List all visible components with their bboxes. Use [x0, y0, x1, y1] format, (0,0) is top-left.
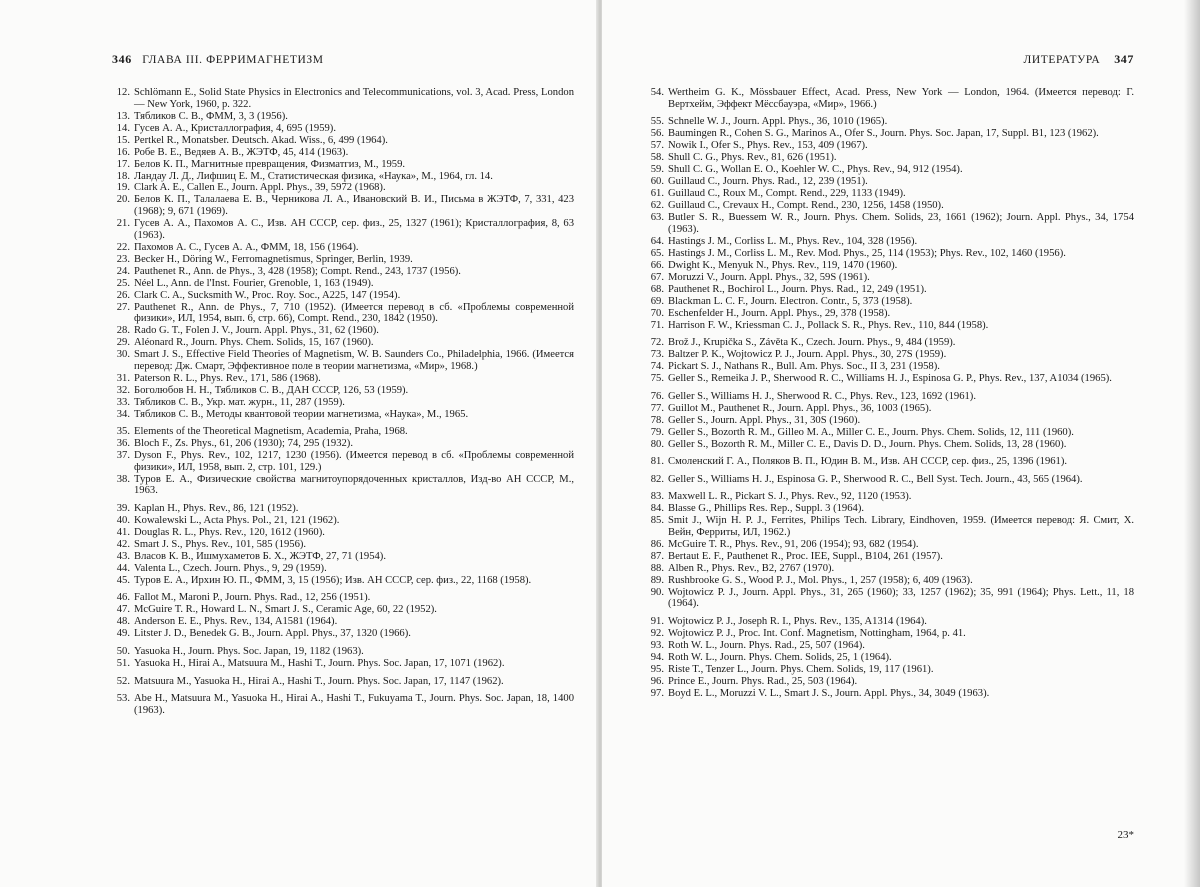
reference-number: 29.: [116, 337, 130, 349]
reference-entry: [112, 474, 574, 497]
reference-text: Paterson R. L., Phys. Rev., 171, 586 (1968).: [134, 372, 321, 384]
reference-entry: [646, 349, 1134, 361]
reference-number: 31.: [116, 372, 130, 384]
reference-entry: [112, 563, 574, 575]
reference-number: 50.: [116, 646, 130, 657]
reference-text: Pauthenet R., Ann. de Phys., 7, 710 (1952). (Имеется перевод в сб. «Проблемы современной физики», ИЛ, 1954, вып. 6, стр. 66), Compt. Rend., 230, 1842 (1950).: [134, 301, 574, 325]
reference-number: 33.: [116, 396, 130, 408]
reference-text: Wertheim G. K., Mössbauer Effect, Acad. Press, New York — London, 1964. (Имеется перевод: Г. Вертхейм, Эффект Мёссбауэра, «Мир», 1966.): [668, 87, 1134, 110]
reference-text: Guillot M., Pauthenet R., Journ. Appl. Phys., 36, 1003 (1965).: [668, 402, 932, 414]
reference-text: Clark A. E., Callen E., Journ. Appl. Phys., 39, 5972 (1968).: [134, 182, 386, 194]
reference-number: 83.: [650, 491, 664, 503]
reference-entry: [112, 182, 574, 194]
reference-entry: [646, 164, 1134, 176]
reference-entry: [112, 515, 574, 527]
reference-text: Ландау Л. Д., Лифшиц Е. М., Статистическая физика, «Наука», М., 1964, гл. 14.: [134, 170, 493, 182]
reference-text: Geller S., Bozorth R. M., Gilleo M. A., Miller C. E., Journ. Phys. Chem. Solids, 12, 111 (1960).: [668, 426, 1074, 438]
reference-entry: [112, 450, 574, 473]
reference-number: 62.: [650, 200, 664, 212]
reference-number: 23.: [116, 253, 130, 265]
reference-entry: [646, 176, 1134, 188]
reference-text: Pickart S. J., Nathans R., Bull. Am. Phys. Soc., II 3, 231 (1958).: [668, 361, 940, 373]
reference-number: 51.: [116, 657, 130, 669]
reference-text: Baltzer P. K., Wojtowicz P. J., Journ. Appl. Phys., 30, 27S (1959).: [668, 349, 947, 361]
left-reference-list: [112, 87, 574, 716]
reference-number: 17.: [116, 158, 130, 170]
reference-number: 91.: [650, 616, 664, 628]
reference-entry: [112, 397, 574, 409]
reference-text: Rado G. T., Folen J. V., Journ. Appl. Phys., 31, 62 (1960).: [134, 325, 379, 337]
reference-entry: [646, 539, 1134, 551]
reference-number: 16.: [116, 146, 130, 158]
reference-entry: [646, 688, 1134, 700]
reference-entry: [646, 373, 1134, 385]
reference-text: Shull C. G., Phys. Rev., 81, 626 (1951).: [668, 152, 837, 164]
right-page: [602, 0, 1200, 887]
reference-entry: [646, 652, 1134, 664]
reference-number: 94.: [650, 652, 664, 664]
reference-entry: [112, 218, 574, 241]
reference-entry: [646, 616, 1134, 628]
reference-text: Blackman L. C. F., Journ. Electron. Contr., 5, 373 (1958).: [668, 295, 913, 307]
reference-entry: [646, 87, 1134, 110]
reference-number: 48.: [116, 616, 130, 628]
reference-text: Guillaud C., Crevaux H., Compt. Rend., 230, 1256, 1458 (1950).: [668, 200, 944, 212]
reference-number: 88.: [650, 562, 664, 574]
reference-number: 13.: [116, 110, 130, 122]
left-chapter-title: ГЛАВА III. ФЕРРИМАГНЕТИЗМ: [142, 54, 324, 66]
reference-text: Riste T., Tenzer L., Journ. Phys. Chem. Solids, 19, 117 (1961).: [668, 664, 934, 675]
signature-folio: 23*: [1117, 829, 1134, 841]
reference-entry: [112, 111, 574, 123]
reference-entry: [646, 188, 1134, 200]
reference-text: Elements of the Theoretical Magnetism, Academia, Praha, 1968.: [134, 426, 408, 438]
reference-entry: [112, 254, 574, 266]
reference-text: Smart J. S., Effective Field Theories of Magnetism, W. B. Saunders Co., Philadelphia, 1966. (Имеется перевод: Дж. Смарт, Эффективное поле в теории магнетизма, «Мир», 1968.): [134, 349, 574, 372]
reference-number: 81.: [650, 456, 664, 468]
reference-number: 36.: [116, 438, 130, 450]
reference-text: Shull C. G., Wollan E. O., Koehler W. C., Phys. Rev., 94, 912 (1954).: [668, 164, 963, 176]
reference-number: 22.: [116, 241, 130, 253]
reference-number: 69.: [650, 295, 664, 307]
reference-number: 37.: [116, 450, 130, 462]
reference-number: 72.: [650, 337, 664, 349]
reference-number: 30.: [116, 349, 130, 361]
reference-entry: [646, 152, 1134, 164]
reference-text: Тябликов С. В., ФММ, 3, 3 (1956).: [134, 110, 288, 122]
reference-entry: [646, 116, 1134, 128]
reference-text: Smit J., Wijn H. P. J., Ferrites, Philips Tech. Library, Eindhoven, 1959. (Имеется перевод: Я. Смит, Х. Вейн, Ферриты, ИЛ, 1962.): [668, 515, 1134, 538]
reference-entry: [112, 676, 574, 688]
reference-number: 40.: [116, 514, 130, 526]
reference-number: 12.: [116, 87, 130, 98]
reference-number: 32.: [116, 384, 130, 396]
reference-number: 47.: [116, 604, 130, 616]
reference-text: Geller S., Williams H. J., Espinosa G. P., Sherwood R. C., Bell Syst. Tech. Journ., 43, 565 (1964).: [668, 473, 1083, 485]
reference-number: 53.: [116, 693, 130, 705]
reference-text: Boyd E. L., Moruzzi V. L., Smart J. S., Journ. Appl. Phys., 34, 3049 (1963).: [668, 687, 990, 699]
reference-number: 60.: [650, 176, 664, 188]
reference-text: Пахомов А. С., Гусев А. А., ФММ, 18, 156 (1964).: [134, 241, 359, 253]
reference-text: Pauthenet R., Ann. de Phys., 3, 428 (1958); Compt. Rend., 243, 1737 (1956).: [134, 265, 461, 277]
reference-text: Geller S., Williams H. J., Sherwood R. C., Phys. Rev., 123, 1692 (1961).: [668, 390, 976, 402]
reference-text: Smart J. S., Phys. Rev., 101, 585 (1956).: [134, 538, 307, 550]
reference-number: 73.: [650, 349, 664, 361]
reference-text: Néel L., Ann. de l'Inst. Fourier, Grenoble, 1, 163 (1949).: [134, 277, 374, 289]
reference-number: 27.: [116, 301, 130, 313]
reference-text: Aléonard R., Journ. Phys. Chem. Solids, 15, 167 (1960).: [134, 337, 374, 349]
reference-number: 52.: [116, 675, 130, 687]
reference-entry: [646, 563, 1134, 575]
reference-number: 90.: [650, 586, 664, 598]
reference-text: Робе В. Е., Ведяев А. В., ЖЭТФ, 45, 414 (1963).: [134, 146, 349, 158]
reference-entry: [646, 236, 1134, 248]
reference-entry: [112, 693, 574, 716]
reference-number: 26.: [116, 289, 130, 301]
reference-text: Moruzzi V., Journ. Appl. Phys., 32, 59S (1961).: [668, 271, 870, 283]
reference-text: Rushbrooke G. S., Wood P. J., Mol. Phys., 1, 257 (1958); 6, 409 (1963).: [668, 574, 973, 586]
reference-text: Hastings J. M., Corliss L. M., Rev. Mod. Phys., 25, 114 (1953); Phys. Rev., 102, 1460 (1956).: [668, 247, 1066, 259]
reference-entry: [112, 426, 574, 438]
reference-text: Туров Е. А., Ирхин Ю. П., ФММ, 3, 15 (1956); Изв. АН СССР, сер. физ., 22, 1168 (1958).: [134, 574, 532, 586]
reference-text: Bloch F., Zs. Phys., 61, 206 (1930); 74, 295 (1932).: [134, 438, 353, 450]
reference-text: Bertaut E. F., Pauthenet R., Proc. IEE, Suppl., B104, 261 (1957).: [668, 550, 943, 562]
reference-number: 79.: [650, 426, 664, 438]
right-page-number: 347: [1114, 52, 1134, 66]
reference-number: 85.: [650, 515, 664, 527]
reference-entry: [112, 290, 574, 302]
left-page-number: 346: [112, 52, 132, 66]
reference-text: Yasuoka H., Hirai A., Matsuura M., Hashi T., Journ. Phys. Soc. Japan, 17, 1071 (1962).: [134, 657, 505, 669]
reference-text: Schlömann E., Solid State Physics in Electronics and Telecommunications, vol. 3, Acad. Press, London — New York, 1960, p. 322.: [134, 87, 574, 110]
reference-number: 77.: [650, 402, 664, 414]
reference-text: Blasse G., Phillips Res. Rep., Suppl. 3 (1964).: [668, 503, 864, 515]
reference-entry: [112, 194, 574, 217]
reference-entry: [112, 278, 574, 290]
reference-text: Kaplan H., Phys. Rev., 86, 121 (1952).: [134, 502, 299, 514]
reference-entry: [646, 474, 1134, 486]
reference-text: Harrison F. W., Kriessman C. J., Pollack S. R., Phys. Rev., 110, 844 (1958).: [668, 319, 989, 331]
reference-text: Yasuoka H., Journ. Phys. Soc. Japan, 19, 1182 (1963).: [134, 646, 364, 657]
reference-number: 43.: [116, 550, 130, 562]
reference-entry: [112, 628, 574, 640]
reference-text: Wojtowicz P. J., Proc. Int. Conf. Magnetism, Nottingham, 1964, p. 41.: [668, 628, 966, 640]
reference-text: Alben R., Phys. Rev., B2, 2767 (1970).: [668, 562, 835, 574]
reference-entry: [646, 640, 1134, 652]
reference-text: Guillaud C., Journ. Phys. Rad., 12, 239 (1951).: [668, 176, 868, 188]
reference-text: Schnelle W. J., Journ. Appl. Phys., 36, 1010 (1965).: [668, 116, 888, 128]
reference-text: Hastings J. M., Corliss L. M., Phys. Rev., 104, 328 (1956).: [668, 235, 918, 247]
reference-entry: [646, 337, 1134, 349]
reference-entry: [112, 266, 574, 278]
reference-number: 38.: [116, 473, 130, 485]
reference-text: Valenta L., Czech. Journ. Phys., 9, 29 (1959).: [134, 562, 327, 574]
reference-number: 71.: [650, 319, 664, 331]
reference-text: Белов К. П., Талалаева Е. В., Черникова Л. А., Ивановский В. И., Письма в ЖЭТФ, 7, 331, 423 (1968); 9, 671 (1969).: [134, 194, 574, 218]
reference-number: 86.: [650, 538, 664, 550]
reference-text: Боголюбов Н. Н., Тябликов С. В., ДАН СССР, 126, 53 (1959).: [134, 384, 409, 396]
reference-entry: [112, 302, 574, 325]
reference-number: 54.: [650, 87, 664, 98]
reference-text: McGuire T. R., Phys. Rev., 91, 206 (1954); 93, 682 (1954).: [668, 538, 919, 550]
reference-text: Roth W. L., Journ. Phys. Rad., 25, 507 (1964).: [668, 640, 865, 652]
reference-entry: [112, 135, 574, 147]
reference-number: 41.: [116, 526, 130, 538]
reference-text: Kowalewski L., Acta Phys. Pol., 21, 121 (1962).: [134, 514, 340, 526]
reference-text: Смоленский Г. А., Поляков В. П., Юдин В. М., Изв. АН СССР, сер. физ., 25, 1396 (1961).: [668, 456, 1068, 468]
reference-text: Тябликов С. В., Укр. мат. журн., 11, 287 (1959).: [134, 396, 345, 408]
reference-entry: [112, 337, 574, 349]
reference-text: Nowik I., Ofer S., Phys. Rev., 153, 409 (1967).: [668, 140, 868, 152]
reference-text: Clark C. A., Sucksmith W., Proc. Roy. Soc., A225, 147 (1954).: [134, 289, 401, 301]
reference-entry: [112, 658, 574, 670]
reference-number: 65.: [650, 247, 664, 259]
reference-entry: [112, 616, 574, 628]
reference-entry: [646, 587, 1134, 610]
reference-number: 58.: [650, 152, 664, 164]
reference-entry: [646, 575, 1134, 587]
reference-number: 92.: [650, 628, 664, 640]
reference-entry: [646, 503, 1134, 515]
reference-text: Geller S., Bozorth R. M., Miller C. E., Davis D. D., Journ. Phys. Chem. Solids, 13, 28 (1960).: [668, 438, 1067, 450]
reference-text: Geller S., Journ. Appl. Phys., 31, 30S (1960).: [668, 414, 861, 426]
reference-number: 15.: [116, 134, 130, 146]
reference-entry: [112, 242, 574, 254]
reference-entry: [112, 373, 574, 385]
reference-number: 68.: [650, 283, 664, 295]
reference-number: 39.: [116, 502, 130, 514]
reference-text: Туров Е. А., Физические свойства магнитоупорядоченных кристаллов, Изд-во АН СССР, М., 1963.: [134, 473, 574, 497]
reference-number: 34.: [116, 408, 130, 420]
reference-number: 35.: [116, 426, 130, 438]
reference-entry: [646, 456, 1134, 468]
reference-text: Maxwell L. R., Pickart S. J., Phys. Rev., 92, 1120 (1953).: [668, 491, 912, 503]
reference-number: 55.: [650, 116, 664, 128]
reference-text: Douglas R. L., Phys. Rev., 120, 1612 (1960).: [134, 526, 325, 538]
reference-entry: [112, 438, 574, 450]
reference-entry: [646, 391, 1134, 403]
reference-number: 46.: [116, 592, 130, 604]
reference-text: Eschenfelder H., Journ. Appl. Phys., 29, 378 (1958).: [668, 307, 891, 319]
reference-entry: [646, 248, 1134, 260]
reference-number: 64.: [650, 235, 664, 247]
reference-entry: [112, 592, 574, 604]
reference-text: Butler S. R., Buessem W. R., Journ. Phys. Chem. Solids, 23, 1661 (1962); Journ. Appl. Phys., 34, 1754 (1963).: [668, 212, 1134, 235]
reference-entry: [646, 320, 1134, 332]
reference-number: 96.: [650, 675, 664, 687]
left-page: [0, 0, 598, 887]
reference-text: Abe H., Matsuura M., Yasuoka H., Hirai A., Hashi T., Fukuyama T., Journ. Phys. Soc. Japan, 18, 1400 (1963).: [134, 693, 574, 716]
reference-number: 45.: [116, 574, 130, 586]
reference-entry: [646, 491, 1134, 503]
reference-text: Guillaud C., Roux M., Compt. Rend., 229, 1133 (1949).: [668, 188, 906, 200]
reference-number: 66.: [650, 259, 664, 271]
reference-number: 74.: [650, 361, 664, 373]
reference-entry: [646, 439, 1134, 451]
reference-entry: [646, 415, 1134, 427]
reference-text: Pertkel R., Monatsber. Deutsch. Akad. Wiss., 6, 499 (1964).: [134, 134, 388, 146]
reference-text: Wojtowicz P. J., Journ. Appl. Phys., 31, 265 (1960); 33, 1257 (1962); 35, 991 (1964); Phys. Lett., 11, 18 (1964).: [668, 586, 1134, 610]
reference-number: 57.: [650, 140, 664, 152]
reference-text: Белов К. П., Магнитные превращения, Физматгиз, М., 1959.: [134, 158, 406, 170]
reference-number: 63.: [650, 212, 664, 224]
reference-entry: [112, 87, 574, 110]
reference-entry: [112, 575, 574, 587]
reference-entry: [112, 527, 574, 539]
reference-number: 18.: [116, 170, 130, 182]
reference-number: 78.: [650, 414, 664, 426]
reference-number: 70.: [650, 307, 664, 319]
reference-text: Pauthenet R., Bochirol L., Journ. Phys. Rad., 12, 249 (1951).: [668, 283, 927, 295]
reference-number: 49.: [116, 628, 130, 640]
reference-text: Becker H., Döring W., Ferromagnetismus, Springer, Berlin, 1939.: [134, 253, 413, 265]
reference-entry: [112, 539, 574, 551]
reference-entry: [646, 676, 1134, 688]
reference-number: 61.: [650, 188, 664, 200]
reference-text: Geller S., Remeika J. P., Sherwood R. C., Williams H. J., Espinosa G. P., Phys. Rev., 137, A1034 (1965).: [668, 373, 1112, 385]
reference-entry: [646, 628, 1134, 640]
reference-text: Гусев А. А., Пахомов А. С., Изв. АН СССР, сер. физ., 25, 1327 (1961); Кристаллография, 8, 63 (1963).: [134, 218, 574, 241]
reference-number: 20.: [116, 194, 130, 206]
reference-number: 19.: [116, 182, 130, 194]
reference-entry: [646, 296, 1134, 308]
reference-entry: [112, 385, 574, 397]
reference-number: 75.: [650, 373, 664, 385]
reference-text: Fallot M., Maroni P., Journ. Phys. Rad., 12, 256 (1951).: [134, 592, 371, 604]
reference-number: 93.: [650, 640, 664, 652]
reference-number: 56.: [650, 128, 664, 140]
reference-entry: [646, 200, 1134, 212]
reference-number: 89.: [650, 574, 664, 586]
reference-number: 44.: [116, 562, 130, 574]
reference-text: Anderson E. E., Phys. Rev., 134, A1581 (1964).: [134, 616, 338, 628]
reference-entry: [646, 308, 1134, 320]
reference-entry: [112, 503, 574, 515]
reference-text: McGuire T. R., Howard L. N., Smart J. S., Ceramic Age, 60, 22 (1952).: [134, 604, 437, 616]
reference-number: 42.: [116, 538, 130, 550]
reference-number: 87.: [650, 550, 664, 562]
right-reference-list: [646, 87, 1134, 700]
reference-number: 76.: [650, 390, 664, 402]
reference-entry: [112, 646, 574, 658]
reference-entry: [112, 171, 574, 183]
reference-text: Litster J. D., Benedek G. B., Journ. Appl. Phys., 37, 1320 (1966).: [134, 628, 411, 640]
reference-number: 95.: [650, 664, 664, 675]
reference-number: 97.: [650, 687, 664, 699]
reference-number: 82.: [650, 473, 664, 485]
reference-entry: [112, 147, 574, 159]
reference-text: Власов К. В., Ишмухаметов Б. Х., ЖЭТФ, 27, 71 (1954).: [134, 550, 386, 562]
reference-text: Dyson F., Phys. Rev., 102, 1217, 1230 (1956). (Имеется перевод в сб. «Проблемы современной физики», ИЛ, 1958, вып. 2, стр. 101, 129.): [134, 450, 574, 473]
reference-text: Dwight K., Menyuk N., Phys. Rev., 119, 1470 (1960).: [668, 259, 898, 271]
reference-number: 21.: [116, 218, 130, 230]
reference-entry: [112, 349, 574, 372]
reference-number: 67.: [650, 271, 664, 283]
reference-entry: [112, 325, 574, 337]
reference-text: Matsuura M., Yasuoka H., Hirai A., Hashi T., Journ. Phys. Soc. Japan, 17, 1147 (1962).: [134, 675, 504, 687]
reference-entry: [646, 140, 1134, 152]
page-edge-shadow: [1184, 0, 1200, 887]
reference-text: Roth W. L., Journ. Phys. Chem. Solids, 25, 1 (1964).: [668, 652, 892, 664]
reference-number: 14.: [116, 122, 130, 134]
reference-entry: [646, 427, 1134, 439]
reference-number: 80.: [650, 438, 664, 450]
right-section-title: ЛИТЕРАТУРА: [1023, 54, 1101, 66]
reference-entry: [646, 515, 1134, 538]
reference-number: 28.: [116, 325, 130, 337]
reference-entry: [112, 604, 574, 616]
reference-number: 24.: [116, 265, 130, 277]
reference-entry: [112, 159, 574, 171]
reference-entry: [646, 361, 1134, 373]
reference-text: Baumingen R., Cohen S. G., Marinos A., Ofer S., Journ. Phys. Soc. Japan, 17, Suppl. B1, 123 (1962).: [668, 128, 1099, 140]
reference-entry: [112, 123, 574, 135]
right-running-head: [646, 52, 1134, 67]
reference-entry: [646, 260, 1134, 272]
reference-text: Тябликов С. В., Методы квантовой теории магнетизма, «Наука», М., 1965.: [134, 408, 469, 420]
reference-entry: [646, 212, 1134, 235]
reference-entry: [646, 403, 1134, 415]
reference-entry: [646, 284, 1134, 296]
reference-entry: [112, 551, 574, 563]
reference-entry: [646, 664, 1134, 676]
reference-entry: [646, 272, 1134, 284]
reference-entry: [646, 128, 1134, 140]
reference-number: 59.: [650, 164, 664, 176]
left-running-head: [112, 52, 574, 67]
reference-text: Brož J., Krupička S., Závěta K., Czech. Journ. Phys., 9, 484 (1959).: [668, 337, 956, 349]
reference-number: 84.: [650, 503, 664, 515]
reference-entry: [646, 551, 1134, 563]
reference-entry: [112, 409, 574, 421]
reference-text: Гусев А. А., Кристаллография, 4, 695 (1959).: [134, 122, 336, 134]
reference-number: 25.: [116, 277, 130, 289]
reference-text: Wojtowicz P. J., Joseph R. I., Phys. Rev., 135, A1314 (1964).: [668, 616, 927, 628]
reference-text: Prince E., Journ. Phys. Rad., 25, 503 (1964).: [668, 675, 858, 687]
